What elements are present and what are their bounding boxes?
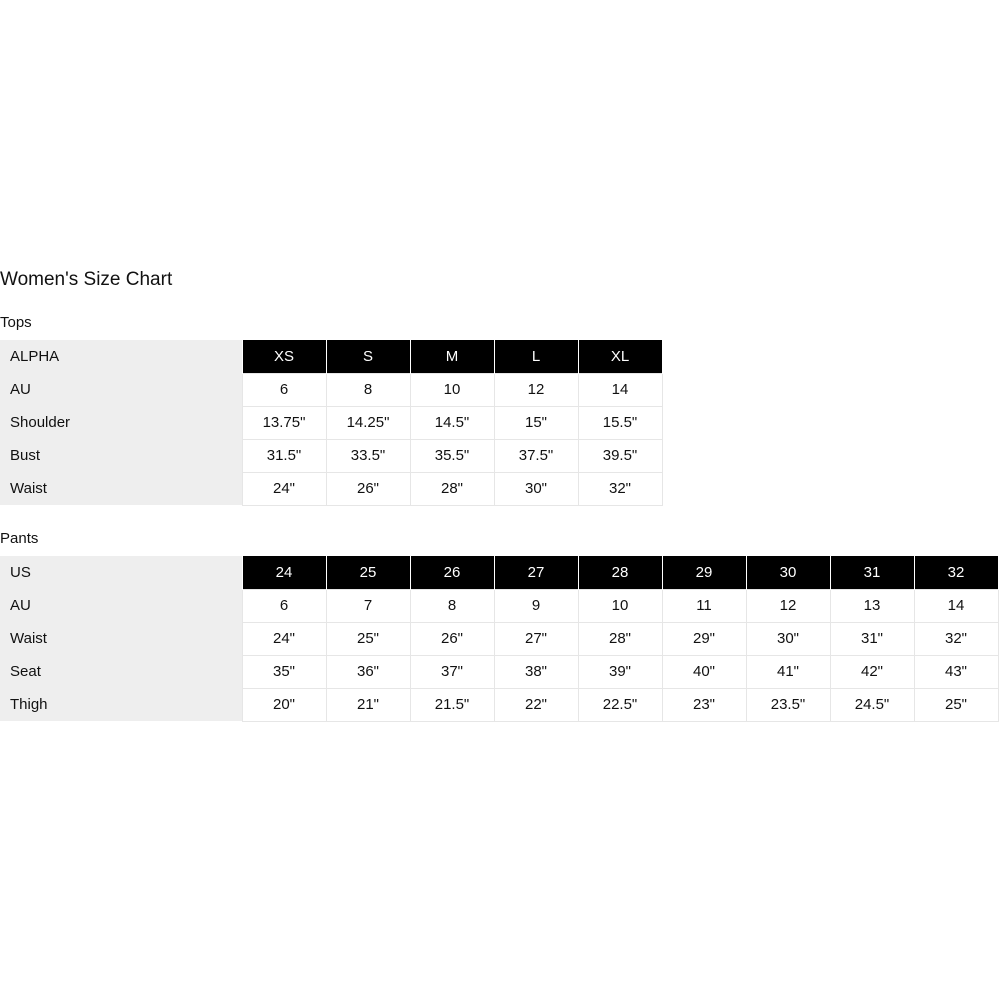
table-cell: 36" <box>326 655 410 688</box>
table-cell: 24.5" <box>830 688 914 721</box>
size-header-cell: XS <box>242 340 326 373</box>
row-label: AU <box>0 589 242 622</box>
table-cell: 30" <box>494 472 578 505</box>
table-cell: 6 <box>242 373 326 406</box>
table-row <box>0 373 662 406</box>
table-cell: 28" <box>410 472 494 505</box>
table-cell: 10 <box>578 589 662 622</box>
table-cell: 13 <box>830 589 914 622</box>
size-header-cell: S <box>326 340 410 373</box>
table-cell: 24" <box>242 472 326 505</box>
row-label: Thigh <box>0 688 242 721</box>
size-header-cell: 26 <box>410 556 494 589</box>
table-cell: 31" <box>830 622 914 655</box>
table-cell: 7 <box>326 589 410 622</box>
size-header-cell: 29 <box>662 556 746 589</box>
size-header-cell: 30 <box>746 556 830 589</box>
row-label: Seat <box>0 655 242 688</box>
pants-heading: Pants <box>0 530 39 547</box>
table-cell: 33.5" <box>326 439 410 472</box>
row-label: Shoulder <box>0 406 242 439</box>
tops-heading: Tops <box>0 314 32 331</box>
table-cell: 21.5" <box>410 688 494 721</box>
table-row <box>0 406 662 439</box>
table-row <box>0 622 998 655</box>
table-cell: 25" <box>914 688 998 721</box>
size-header-cell: XL <box>578 340 662 373</box>
row-label: AU <box>0 373 242 406</box>
table-cell: 28" <box>578 622 662 655</box>
table-row <box>0 655 998 688</box>
table-row <box>0 439 662 472</box>
table-cell: 41" <box>746 655 830 688</box>
table-cell: 35" <box>242 655 326 688</box>
row-label: Waist <box>0 622 242 655</box>
table-cell: 37" <box>410 655 494 688</box>
table-header-row <box>0 556 998 589</box>
table-cell: 29" <box>662 622 746 655</box>
row-label: Waist <box>0 472 242 505</box>
table-cell: 23" <box>662 688 746 721</box>
table-cell: 39" <box>578 655 662 688</box>
row-label: ALPHA <box>0 340 242 373</box>
table-cell: 26" <box>326 472 410 505</box>
table-row <box>0 688 998 721</box>
table-cell: 14 <box>578 373 662 406</box>
table-cell: 32" <box>578 472 662 505</box>
size-header-cell: 32 <box>914 556 998 589</box>
table-cell: 22" <box>494 688 578 721</box>
table-cell: 13.75" <box>242 406 326 439</box>
table-cell: 6 <box>242 589 326 622</box>
table-cell: 32" <box>914 622 998 655</box>
table-cell: 14.5" <box>410 406 494 439</box>
size-header-cell: 25 <box>326 556 410 589</box>
table-cell: 37.5" <box>494 439 578 472</box>
table-cell: 31.5" <box>242 439 326 472</box>
table-cell: 15" <box>494 406 578 439</box>
size-header-cell: M <box>410 340 494 373</box>
row-label: Bust <box>0 439 242 472</box>
table-row <box>0 589 998 622</box>
table-cell: 11 <box>662 589 746 622</box>
table-cell: 22.5" <box>578 688 662 721</box>
table-cell: 20" <box>242 688 326 721</box>
table-cell: 30" <box>746 622 830 655</box>
table-row <box>0 472 662 505</box>
table-cell: 24" <box>242 622 326 655</box>
size-header-cell: 24 <box>242 556 326 589</box>
table-cell: 38" <box>494 655 578 688</box>
row-label: US <box>0 556 242 589</box>
table-cell: 15.5" <box>578 406 662 439</box>
page-title: Women's Size Chart <box>0 269 173 290</box>
table-cell: 39.5" <box>578 439 662 472</box>
table-cell: 21" <box>326 688 410 721</box>
table-cell: 8 <box>410 589 494 622</box>
table-cell: 27" <box>494 622 578 655</box>
table-cell: 12 <box>494 373 578 406</box>
table-cell: 12 <box>746 589 830 622</box>
table-cell: 23.5" <box>746 688 830 721</box>
size-header-cell: L <box>494 340 578 373</box>
table-cell: 25" <box>326 622 410 655</box>
table-cell: 42" <box>830 655 914 688</box>
table-cell: 14 <box>914 589 998 622</box>
table-cell: 9 <box>494 589 578 622</box>
pants-size-table <box>0 556 999 722</box>
table-cell: 40" <box>662 655 746 688</box>
size-header-cell: 31 <box>830 556 914 589</box>
table-cell: 35.5" <box>410 439 494 472</box>
table-cell: 43" <box>914 655 998 688</box>
table-cell: 14.25" <box>326 406 410 439</box>
table-cell: 10 <box>410 373 494 406</box>
tops-size-table <box>0 340 663 506</box>
table-cell: 8 <box>326 373 410 406</box>
table-header-row <box>0 340 662 373</box>
table-cell: 26" <box>410 622 494 655</box>
size-header-cell: 28 <box>578 556 662 589</box>
size-header-cell: 27 <box>494 556 578 589</box>
